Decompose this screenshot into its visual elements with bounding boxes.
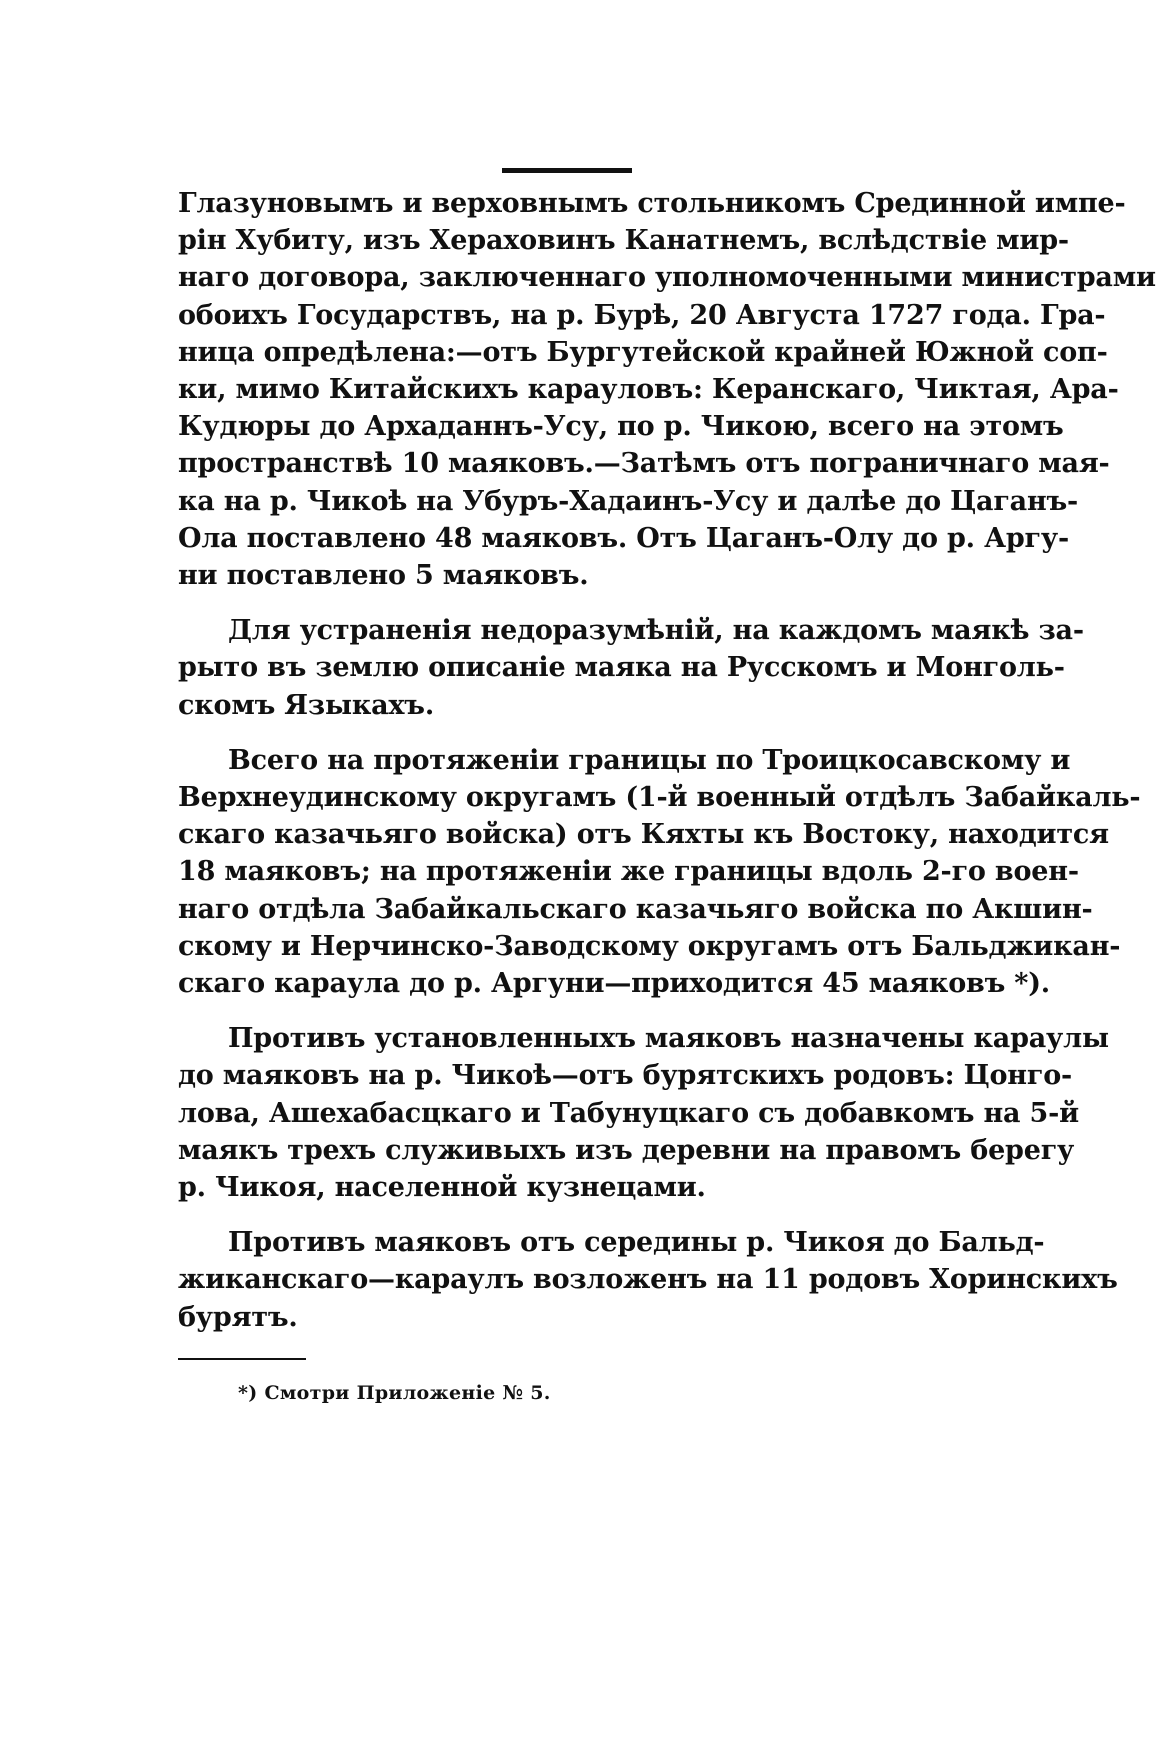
- text-line: Противъ маяковъ отъ середины р. Чикоя до Бальд-: [228, 1227, 1045, 1259]
- paragraph-2: [178, 612, 1084, 724]
- text-line: жиканскаго—караулъ возложенъ на 11 родовъ Хоринскихъ: [178, 1264, 1118, 1296]
- text-line: наго отдѣла Забайкальскаго казачьяго войска по Акшин-: [178, 893, 1093, 925]
- footnote-rule: [178, 1358, 306, 1360]
- footnote: *) Смотри Приложеніе № 5.: [238, 1382, 551, 1404]
- text-line: скомъ Языкахъ.: [178, 689, 435, 721]
- text-line: пространствѣ 10 маяковъ.—Затѣмъ отъ пограничнаго мая-: [178, 448, 1110, 480]
- text-line: ки, мимо Китайскихъ карауловъ: Керанскаго, Чиктая, Ара-: [178, 374, 1119, 406]
- text-line: Для устраненія недоразумѣній, на каждомъ маякѣ за-: [228, 615, 1084, 647]
- text-line: Ола поставлено 48 маяковъ. Отъ Цаганъ-Олу до р. Аргу-: [178, 522, 1069, 554]
- paragraph-5: [178, 1224, 1118, 1336]
- text-line: до маяковъ на р. Чикоѣ—отъ бурятскихъ родовъ: Цонго-: [178, 1060, 1073, 1092]
- text-line: лова, Ашехабасцкаго и Табунуцкаго съ добавкомъ на 5-й: [178, 1097, 1079, 1129]
- text-line: Противъ установленныхъ маяковъ назначены караулы: [228, 1023, 1109, 1055]
- paragraph-4: [178, 1020, 1109, 1206]
- body-text: [178, 185, 1156, 1336]
- text-line: р. Чикоя, населенной кузнецами.: [178, 1172, 706, 1204]
- text-line: ни поставлено 5 маяковъ.: [178, 560, 589, 592]
- text-line: скому и Нерчинско-Заводскому округамъ отъ Бальджикан-: [178, 930, 1121, 962]
- text-line: бурятъ.: [178, 1301, 298, 1333]
- text-line: ница опредѣлена:—отъ Бургутейской крайней Южной соп-: [178, 336, 1108, 368]
- text-line: наго договора, заключеннаго уполномоченными министрами: [178, 262, 1156, 294]
- text-line: маякъ трехъ служивыхъ изъ деревни на правомъ берегу: [178, 1134, 1075, 1166]
- paragraph-3: [178, 742, 1141, 1002]
- text-line: Глазуновымъ и верховнымъ стольникомъ Срединной импе-: [178, 188, 1126, 219]
- text-line: рін Хубиту, изъ Хераховинъ Канатнемъ, вслѣдствіе мир-: [178, 225, 1069, 257]
- paragraph-1: [178, 185, 1156, 594]
- text-line: 18 маяковъ; на протяженіи же границы вдоль 2-го воен-: [178, 856, 1079, 888]
- text-line: обоихъ Государствъ, на р. Бурѣ, 20 Августа 1727 года. Гра-: [178, 299, 1106, 331]
- text-line: ка на р. Чикоѣ на Убуръ-Хадаинъ-Усу и далѣе до Цаганъ-: [178, 485, 1079, 517]
- text-line: Кудюры до Архаданнъ-Усу, по р. Чикою, всего на этомъ: [178, 411, 1064, 443]
- top-rule: [502, 168, 632, 173]
- text-line: скаго казачьяго войска) отъ Кяхты къ Востоку, находится: [178, 819, 1109, 851]
- text-line: Верхнеудинскому округамъ (1-й военный отдѣлъ Забайкаль-: [178, 782, 1141, 814]
- text-line: Всего на протяженіи границы по Троицкосавскому и: [228, 744, 1071, 776]
- text-line: скаго караула до р. Аргуни—приходится 45 маяковъ *).: [178, 968, 1050, 1000]
- text-line: рыто въ землю описаніе маяка на Русскомъ и Монголь-: [178, 652, 1065, 684]
